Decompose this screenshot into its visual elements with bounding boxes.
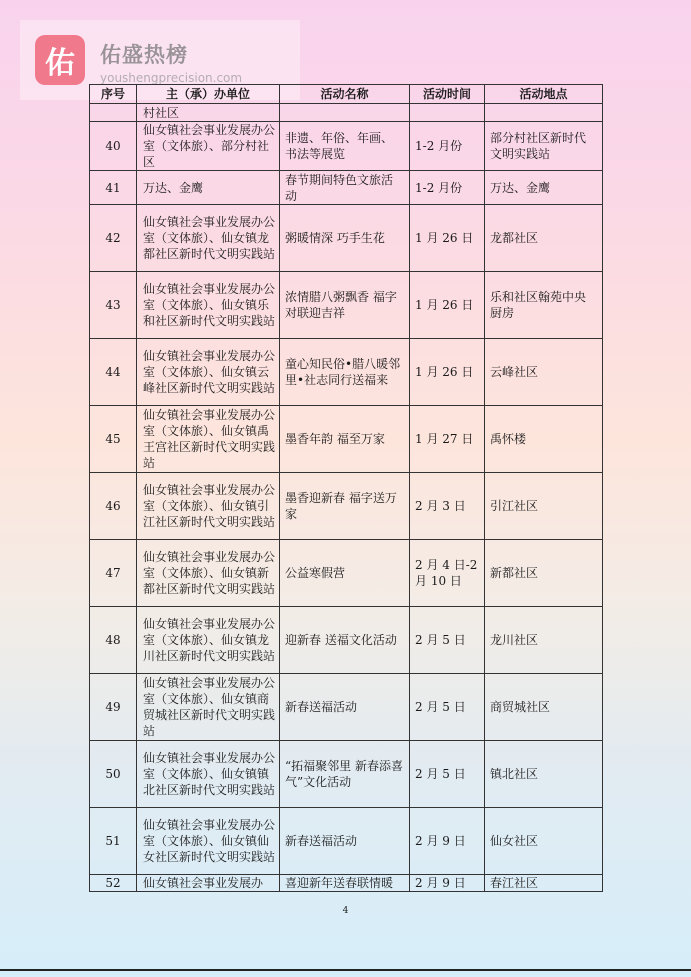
cell-activity-time: 1 月 27 日 bbox=[410, 406, 485, 473]
cell-organizer: 仙女镇社会事业发展办公室（文体旅）、仙女镇龙川社区新时代文明实践站 bbox=[137, 607, 280, 674]
cell-activity-name bbox=[280, 104, 410, 122]
table-row bbox=[90, 122, 603, 171]
cell-activity-time: 2 月 3 日 bbox=[410, 473, 485, 540]
cell-number: 51 bbox=[90, 808, 137, 875]
cell-activity-name: “拓福聚邻里 新春添喜气”文化活动 bbox=[280, 741, 410, 808]
cell-number: 47 bbox=[90, 540, 137, 607]
cell-activity-time: 1 月 26 日 bbox=[410, 205, 485, 272]
cell-activity-time: 2 月 5 日 bbox=[410, 674, 485, 741]
cell-organizer: 仙女镇社会事业发展办公室（文体旅）、仙女镇乐和社区新时代文明实践站 bbox=[137, 272, 280, 339]
header-number: 序号 bbox=[90, 85, 137, 104]
cell-number: 50 bbox=[90, 741, 137, 808]
cell-activity-place: 禹怀楼 bbox=[485, 406, 603, 473]
cell-organizer: 仙女镇社会事业发展办公室（文体旅）、仙女镇云峰社区新时代文明实践站 bbox=[137, 339, 280, 406]
table-row bbox=[90, 875, 603, 892]
cell-number: 46 bbox=[90, 473, 137, 540]
table-row bbox=[90, 272, 603, 339]
table-row-continuation bbox=[90, 104, 603, 122]
cell-activity-place: 春江社区 bbox=[485, 875, 603, 892]
cell-activity-name: 童心知民俗•腊八暖邻里•社志同行送福来 bbox=[280, 339, 410, 406]
table-header-row bbox=[90, 85, 603, 104]
cell-activity-place: 镇北社区 bbox=[485, 741, 603, 808]
cell-activity-time bbox=[410, 104, 485, 122]
header-activity-name: 活动名称 bbox=[280, 85, 410, 104]
table-row bbox=[90, 473, 603, 540]
cell-activity-name: 春节期间特色文旅活动 bbox=[280, 171, 410, 205]
cell-activity-time: 2 月 4 日-2 月 10 日 bbox=[410, 540, 485, 607]
cell-number: 49 bbox=[90, 674, 137, 741]
cell-activity-name: 新春送福活动 bbox=[280, 674, 410, 741]
header-organizer: 主（承）办单位 bbox=[137, 85, 280, 104]
page-bottom-border bbox=[0, 969, 691, 971]
table-row bbox=[90, 171, 603, 205]
table-row bbox=[90, 674, 603, 741]
cell-organizer: 仙女镇社会事业发展办公室（文体旅）、部分村社区 bbox=[137, 122, 280, 171]
table-row bbox=[90, 205, 603, 272]
cell-activity-place: 仙女社区 bbox=[485, 808, 603, 875]
cell-organizer: 仙女镇社会事业发展办公室（文体旅）、仙女镇龙都社区新时代文明实践站 bbox=[137, 205, 280, 272]
cell-number: 41 bbox=[90, 171, 137, 205]
cell-organizer: 村社区 bbox=[137, 104, 280, 122]
cell-activity-place: 商贸城社区 bbox=[485, 674, 603, 741]
cell-activity-place: 乐和社区翰苑中央厨房 bbox=[485, 272, 603, 339]
cell-activity-place: 云峰社区 bbox=[485, 339, 603, 406]
table-row bbox=[90, 808, 603, 875]
watermark-logo: 佑 bbox=[35, 35, 85, 85]
cell-number: 40 bbox=[90, 122, 137, 171]
cell-number: 45 bbox=[90, 406, 137, 473]
table-row bbox=[90, 607, 603, 674]
cell-number: 52 bbox=[90, 875, 137, 892]
cell-activity-place bbox=[485, 104, 603, 122]
cell-activity-name: 浓情腊八粥飘香 福字对联迎吉祥 bbox=[280, 272, 410, 339]
cell-organizer: 仙女镇社会事业发展办公室（文体旅）、仙女镇镇北社区新时代文明实践站 bbox=[137, 741, 280, 808]
cell-number: 48 bbox=[90, 607, 137, 674]
cell-activity-time: 2 月 5 日 bbox=[410, 607, 485, 674]
table-row bbox=[90, 406, 603, 473]
cell-organizer: 仙女镇社会事业发展办公室（文体旅）、仙女镇商贸城社区新时代文明实践站 bbox=[137, 674, 280, 741]
page-number: 4 bbox=[342, 906, 349, 916]
cell-activity-name: 公益寒假营 bbox=[280, 540, 410, 607]
cell-activity-name: 迎新春 送福文化活动 bbox=[280, 607, 410, 674]
cell-organizer: 仙女镇社会事业发展办公室（文体旅）、仙女镇禹王宫社区新时代文明实践站 bbox=[137, 406, 280, 473]
cell-activity-place: 万达、金鹰 bbox=[485, 171, 603, 205]
cell-activity-place: 部分村社区新时代文明实践站 bbox=[485, 122, 603, 171]
header-activity-place: 活动地点 bbox=[485, 85, 603, 104]
activity-table bbox=[89, 84, 603, 892]
cell-activity-name: 墨香迎新春 福字送万家 bbox=[280, 473, 410, 540]
cell-activity-place: 龙川社区 bbox=[485, 607, 603, 674]
cell-activity-time: 1-2 月份 bbox=[410, 122, 485, 171]
cell-activity-time: 2 月 9 日 bbox=[410, 875, 485, 892]
watermark-name: 佑盛热榜 bbox=[100, 43, 188, 67]
cell-activity-name: 粥暖情深 巧手生花 bbox=[280, 205, 410, 272]
cell-activity-name: 新春送福活动 bbox=[280, 808, 410, 875]
cell-number: 43 bbox=[90, 272, 137, 339]
cell-number: 44 bbox=[90, 339, 137, 406]
cell-number bbox=[90, 104, 137, 122]
cell-activity-time: 1-2 月份 bbox=[410, 171, 485, 205]
cell-organizer: 仙女镇社会事业发展办公室（文体旅）、仙女镇新都社区新时代文明实践站 bbox=[137, 540, 280, 607]
cell-number: 42 bbox=[90, 205, 137, 272]
cell-activity-place: 新都社区 bbox=[485, 540, 603, 607]
cell-activity-time: 1 月 26 日 bbox=[410, 339, 485, 406]
cell-organizer: 仙女镇社会事业发展办公室（文体旅）、仙女镇仙女社区新时代文明实践站 bbox=[137, 808, 280, 875]
table-row bbox=[90, 741, 603, 808]
cell-activity-time: 2 月 5 日 bbox=[410, 741, 485, 808]
cell-activity-place: 龙都社区 bbox=[485, 205, 603, 272]
watermark-url: youshengprecision.com bbox=[100, 71, 243, 85]
table-row bbox=[90, 339, 603, 406]
cell-organizer: 仙女镇社会事业发展办 bbox=[137, 875, 280, 892]
cell-activity-name: 喜迎新年送春联情暖 bbox=[280, 875, 410, 892]
cell-activity-name: 非遗、年俗、年画、书法等展览 bbox=[280, 122, 410, 171]
cell-organizer: 仙女镇社会事业发展办公室（文体旅）、仙女镇引江社区新时代文明实践站 bbox=[137, 473, 280, 540]
table-row bbox=[90, 540, 603, 607]
cell-organizer: 万达、金鹰 bbox=[137, 171, 280, 205]
cell-activity-time: 2 月 9 日 bbox=[410, 808, 485, 875]
cell-activity-name: 墨香年韵 福至万家 bbox=[280, 406, 410, 473]
header-activity-time: 活动时间 bbox=[410, 85, 485, 104]
cell-activity-place: 引江社区 bbox=[485, 473, 603, 540]
cell-activity-time: 1 月 26 日 bbox=[410, 272, 485, 339]
